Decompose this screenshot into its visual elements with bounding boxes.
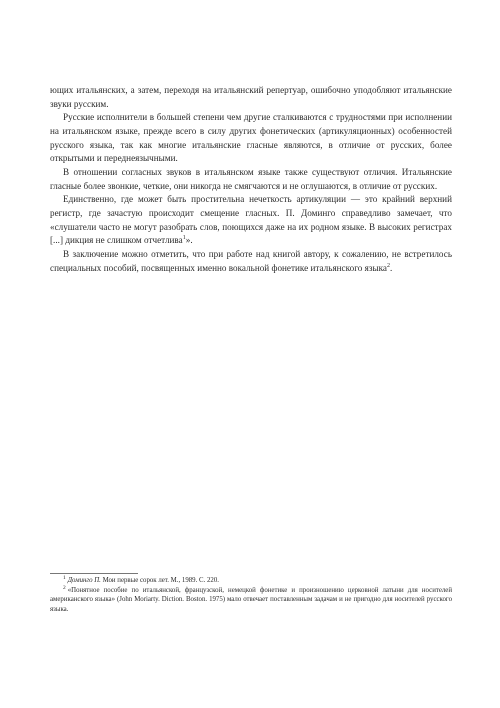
paragraph-text: ющих итальянских, а затем, переходя на итальянский репертуар, ошибочно уподобляют итальянские звуки русским.: [50, 85, 452, 109]
footnote-reference: 1: [182, 235, 186, 242]
paragraph-consonants: [50, 166, 452, 193]
paragraph-text: В отношении согласных звуков в итальянском языке также существуют отличия. Итальянские гласные более звонкие, четкие, они никогда не смягчаются и не оглушаются, в отличие от русских.: [50, 166, 452, 191]
footnote-text: Мои первые сорок лет. М., 1989. С. 220.: [102, 577, 219, 584]
footnote-text: «Понятное пособие по итальянской, французской, немецкой фонетике и произношению церковной латыни для носителей американского языка» (John Moriarty. Diction. Boston. 1975) мало отвечает поставленным задачам и не пригодно для носителей русского языка.: [50, 586, 452, 613]
paragraph-text: В заключение можно отметить, что при работе над книгой автору, к сожалению, не встретилось специальных пособий, посвященных именно вокальной фонетике итальянского языка: [50, 248, 452, 273]
paragraph-articulation: [50, 193, 452, 248]
paragraph-conclusion: [50, 248, 452, 275]
paragraph-text-end: .: [390, 262, 393, 273]
footnote-item: [50, 586, 452, 615]
footnote-item: [50, 576, 452, 586]
footnote-separator: [50, 573, 138, 574]
paragraph-continuation: [50, 84, 452, 111]
paragraph-text-end: ».: [185, 235, 193, 246]
footnote-mark: 2: [63, 584, 66, 591]
footnotes: [50, 576, 452, 614]
paragraph-text: Единственно, где может быть простительна нечеткость артикуляции — это крайний верхний регистр, где зачастую происходит смещение гласных. П. Доминго справедливо замечает, что «слушатели часто не могут разобрать слов, поющихся даже на их родном языке. В высоких регистрах [...] дикция не слишком отчетлива: [50, 194, 452, 246]
main-text: [50, 84, 452, 275]
paragraph-russian-performers: [50, 111, 452, 166]
paragraph-text: Русские исполнители в большей степени чем другие сталкиваются с трудностями при исполнении на итальянском языке, прежде всего в силу других фонетических (артикуляционных) особенностей русского языка, так как многие итальянские гласные являются, в отличие от русских, более открытыми и переднеязычными.: [50, 112, 452, 164]
footnote-mark: 1: [63, 575, 66, 581]
footnote-author: Доминго П.: [67, 577, 101, 584]
footnote-reference: 2: [387, 262, 391, 269]
